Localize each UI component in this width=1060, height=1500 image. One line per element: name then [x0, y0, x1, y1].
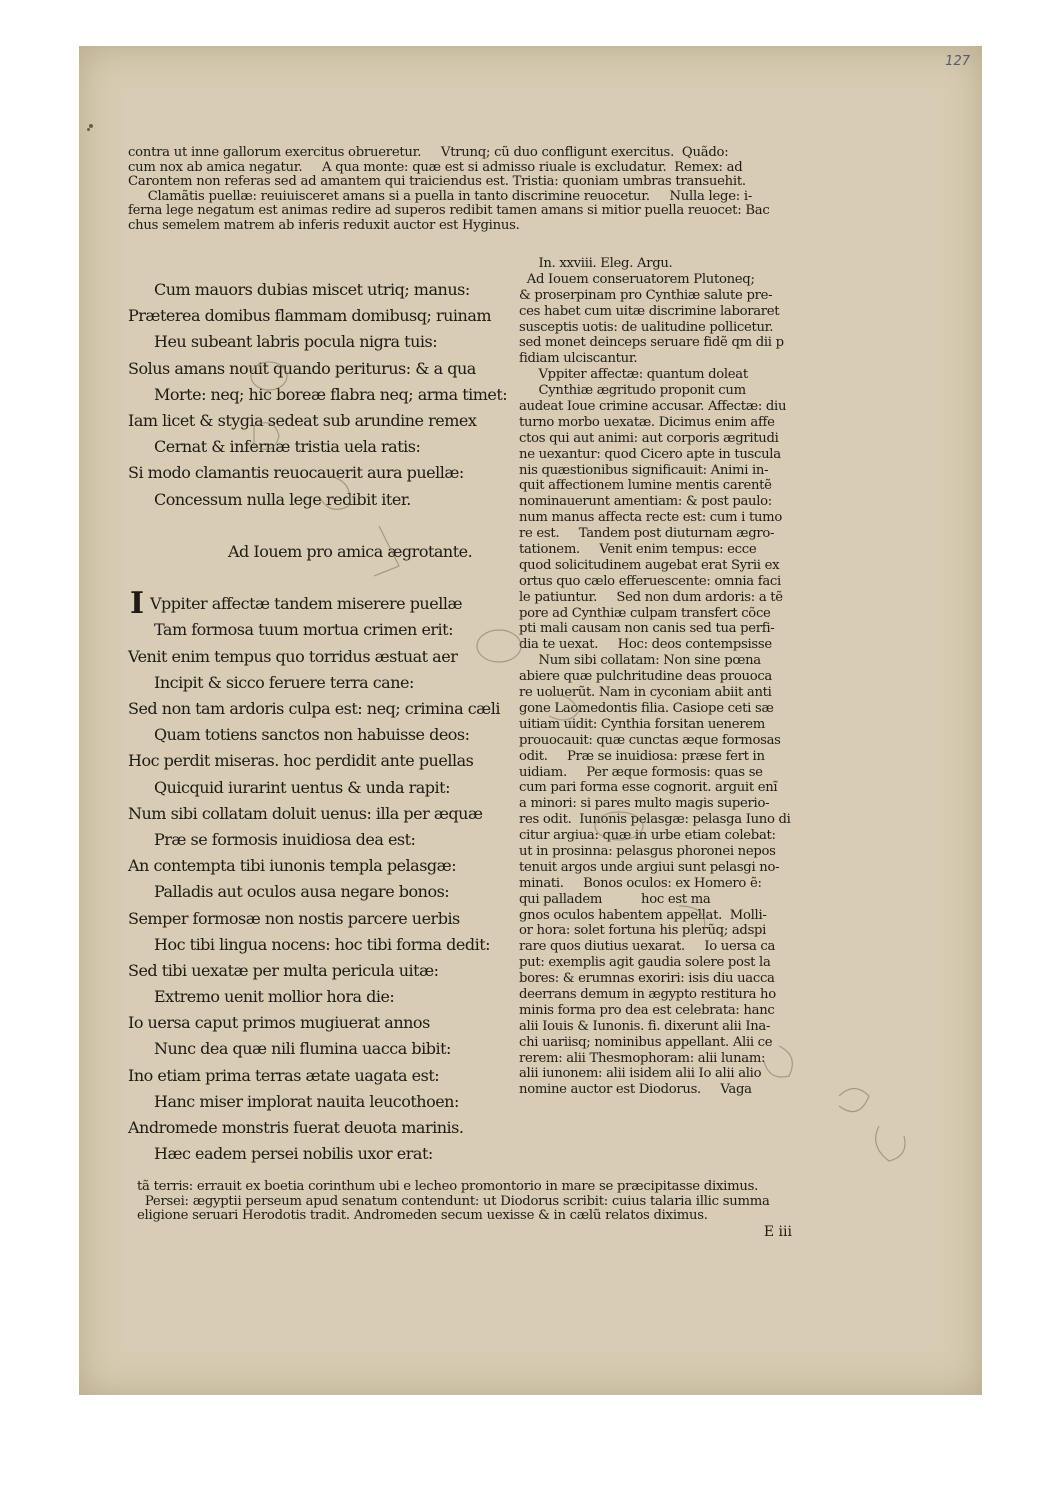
commentary-line: res odit. Iunonis pelasgæ: pelasga Iuno di — [519, 812, 791, 828]
commentary-line: dia te uexat. Hoc: deos contempsisse — [519, 637, 772, 653]
commentary-line: Carontem non referas sed ad amantem qui traiciendus est. Tristia: quoniam umbras transuehit. — [128, 174, 746, 190]
commentary-line: tenuit argos unde argiui sunt pelasgi no- — [519, 859, 780, 875]
commentary-line: re est. Tandem post diuturnam ægro- — [519, 526, 775, 542]
poem-line: Solus amans nouit quando periturus: & a qua — [128, 358, 476, 378]
commentary-line: quit affectionem lumine mentis carentẽ — [519, 478, 772, 494]
commentary-line: bores: & erumnas exoriri: isis diu uacca — [519, 971, 775, 987]
poem-line: Sed non tam ardoris culpa est: neq; crimina cæli — [128, 699, 500, 718]
commentary-line: pore ad Cynthiæ culpam transfert cõce — [519, 605, 771, 621]
commentary-line: susceptis uotis: de ualitudine pollicetur. — [519, 319, 774, 335]
commentary-line: nomine auctor est Diodorus. Vaga — [519, 1082, 752, 1098]
commentary-line: uidiam. Per æque formosis: quas se — [519, 764, 763, 780]
poem-line: Hanc miser implorat nauita leucothoen: — [154, 1091, 459, 1111]
commentary-line: eligione seruari Herodotis tradit. Andromeden secum uexisse & in cælũ relatos diximus. — [137, 1208, 708, 1224]
commentary-line: Ad Iouem conseruatorem Plutoneq; — [519, 271, 755, 287]
commentary-line: quod solicitudinem augebat erat Syrii ex — [519, 557, 780, 573]
signature-mark: E iii — [763, 1224, 792, 1240]
poem-title: Ad Iouem pro amica ægrotante. — [228, 541, 473, 561]
top-commentary — [128, 146, 770, 234]
poem-line: Præ se formosis inuidiosa dea est: — [154, 829, 416, 849]
poem-line: Andromede monstris fuerat deuota marinis. — [128, 1118, 464, 1137]
commentary-line: Num sibi collatam: Non sine pœna — [519, 653, 761, 669]
commentary-line: prouocauit: quæ cunctas æque formosas — [519, 732, 781, 748]
commentary-line: sed monet deinceps seruare fidẽ qm dii p — [519, 335, 784, 351]
commentary-line: fidiam ulciscantur. — [519, 351, 638, 367]
commentary-line: ortus quo cælo efferuescente: omnia faci — [519, 573, 781, 589]
right-commentary-column — [519, 256, 819, 1098]
poem-line: Præterea domibus flammam domibusq; ruinam — [128, 306, 492, 326]
commentary-line: rerem: alii Thesmophoram: alii lunam: — [519, 1050, 766, 1066]
manuscript-page — [79, 46, 982, 1395]
commentary-line: alii iunonem: alii isidem alii Io alii alio — [519, 1066, 762, 1082]
poem-line: Num sibi collatam doluit uenus: illa per æquæ — [128, 803, 483, 823]
commentary-line: tationem. Venit enim tempus: ecce — [519, 542, 757, 558]
commentary-line: ferna lege negatum est animas redire ad superos redibit tamen amans si mitior puella reuocet: Bac — [128, 203, 770, 219]
poem-line: Cernat & infernæ tristia uela ratis: — [154, 437, 421, 457]
commentary-line: deerrans demum in ægypto restitura ho — [519, 986, 776, 1002]
commentary-line: cum nox ab amica negatur. A qua monte: quæ est si admisso riuale is excludatur. Remex: ad — [128, 159, 743, 175]
commentary-line: ut in prosinna: pelasgus phoronei nepos — [519, 843, 776, 859]
poem-first-line: I Vppiter affectæ tandem miserere puellæ — [130, 586, 462, 622]
poem-line: An contempta tibi iunonis templa pelasgæ: — [128, 856, 457, 876]
poem-line: Quam totiens sanctos non habuisse deos: — [154, 725, 470, 745]
commentary-line: a minori: si pares multo magis superio- — [519, 796, 770, 812]
commentary-line: chus semelem matrem ab inferis reduxit auctor est Hyginus. — [128, 217, 520, 233]
commentary-line: ctos qui aut animi: aut corporis ægritudi — [519, 430, 779, 446]
bottom-commentary — [137, 1180, 770, 1224]
commentary-line: minis forma pro dea est celebrata: hanc — [519, 1002, 775, 1018]
poem-line: Cum mauors dubias miscet utriq; manus: — [154, 280, 470, 299]
commentary-line: odit. Præ se inuidiosa: præse fert in — [519, 748, 765, 764]
commentary-line: gone Laomedontis filia. Casiope ceti sæ — [519, 700, 774, 716]
commentary-line: minati. Bonos oculos: ex Homero ẽ: — [519, 875, 762, 891]
poem-line: Morte: neq; hic boreæ flabra neq; arma timet: — [154, 384, 508, 404]
poem-line: Si modo clamantis reuocauerit aura puellæ: — [128, 463, 464, 483]
commentary-line: le patiuntur. Sed non dum ardoris: a tẽ — [519, 589, 783, 605]
commentary-line: Persei: ægyptii perseum apud senatum contendunt: ut Diodorus scribit: cuius talaria illic summa — [137, 1193, 770, 1209]
commentary-line: nis quæstionibus significauit: Animi in- — [519, 462, 769, 478]
poem-line: Incipit & sicco feruere terra cane: — [154, 672, 414, 692]
poem-line: Hoc perdit miseras. hoc perdidit ante puellas — [128, 751, 474, 771]
commentary-line: qui palladem hoc est ma — [519, 891, 711, 907]
commentary-line: re uoluerũt. Nam in cyconiam abiit anti — [519, 685, 772, 701]
commentary-line: put: exemplis agit gaudia solere post la — [519, 955, 771, 971]
commentary-line: contra ut inne gallorum exercitus obrueretur. Vtrunq; cũ duo confligunt exercitus. Quãdo: — [128, 145, 729, 160]
commentary-line: or hora: solet fortuna his plerũq; adspi — [519, 923, 767, 939]
ink-spot — [89, 124, 93, 128]
commentary-line: audeat Ioue crimine accusar. Affectæ: diu — [519, 399, 787, 415]
commentary-line: nominauerunt amentiam: & post paulo: — [519, 494, 772, 510]
commentary-line: Clamãtis puellæ: reuiuisceret amans si a puella in tanto discrimine reuocetur. Nulla lege: i- — [128, 188, 753, 204]
poem-line: Heu subeant labris pocula nigra tuis: — [154, 332, 438, 352]
poem-line: Hoc tibi lingua nocens: hoc tibi forma dedit: — [154, 934, 491, 954]
poem-block — [128, 277, 528, 1167]
poem-line: Quicquid iurarint uentus & unda rapit: — [154, 777, 450, 797]
poem-elegy-28 — [128, 617, 528, 1167]
poem-line: Venit enim tempus quo torridus æstuat aer — [128, 646, 458, 666]
poem-line: Concessum nulla lege redibit iter. — [154, 489, 411, 509]
poem-elegy-27-end — [128, 277, 528, 513]
commentary-line: num manus affecta recte est: cum i tumo — [519, 510, 782, 526]
initial-letter: I — [130, 586, 144, 622]
poem-line: Iam licet & stygia sedeat sub arundine remex — [128, 410, 477, 430]
ink-spot — [87, 128, 90, 131]
poem-line: Io uersa caput primos mugiuerat annos — [128, 1013, 430, 1033]
commentary-line: rare quos diutius uexarat. Io uersa ca — [519, 939, 776, 955]
poem-line: Semper formosæ non nostis parcere uerbis — [128, 908, 460, 928]
page-number: 127 — [945, 54, 970, 69]
poem-line: Sed tibi uexatæ per multa pericula uitæ: — [128, 960, 439, 980]
poem-line: Palladis aut oculos ausa negare bonos: — [154, 882, 450, 902]
commentary-line: citur argiua: quæ in urbe etiam colebat: — [519, 828, 776, 844]
commentary-line: gnos oculos habentem appellat. Molli- — [519, 907, 767, 923]
commentary-line: turno morbo uexatæ. Dicimus enim affe — [519, 414, 775, 430]
commentary-line: chi uariisq; nominibus appellant. Alii ce — [519, 1034, 773, 1050]
commentary-line: pti mali causam non canis sed tua perfi- — [519, 621, 775, 637]
commentary-line: ne uexantur: quod Cicero apte in tuscula — [519, 446, 781, 462]
poem-line: Tam formosa tuum mortua crimen erit: — [154, 620, 453, 640]
poem-line: Extremo uenit mollior hora die: — [154, 987, 395, 1007]
commentary-line: alii Iouis & Iunonis. fi. dixerunt alii Ina- — [519, 1018, 771, 1034]
poem-line: Hæc eadem persei nobilis uxor erat: — [154, 1144, 433, 1164]
poem-line: Nunc dea quæ nili flumina uacca bibit: — [154, 1039, 451, 1059]
poem-line: Ino etiam prima terras ætate uagata est: — [128, 1065, 440, 1085]
commentary-line: Vppiter affectæ: quantum doleat — [519, 367, 748, 383]
commentary-line: uitiam uidit: Cynthia forsitan uenerem — [519, 716, 765, 732]
commentary-line: abiere quæ pulchritudine deas prouoca — [519, 669, 772, 685]
commentary-line: In. xxviii. Eleg. Argu. — [519, 256, 673, 271]
commentary-line: tã terris: errauit ex boetia corinthum ubi e lecheo promontorio in mare se præcipitasse diximus. — [137, 1179, 759, 1194]
commentary-line: Cynthiæ ægritudo proponit cum — [519, 383, 746, 399]
commentary-line: & proserpinam pro Cynthiæ salute pre- — [519, 287, 773, 303]
commentary-line: ces habet cum uitæ discrimine laboraret — [519, 303, 780, 319]
commentary-line: cum pari forma esse cognorit. arguit enĩ — [519, 780, 778, 796]
